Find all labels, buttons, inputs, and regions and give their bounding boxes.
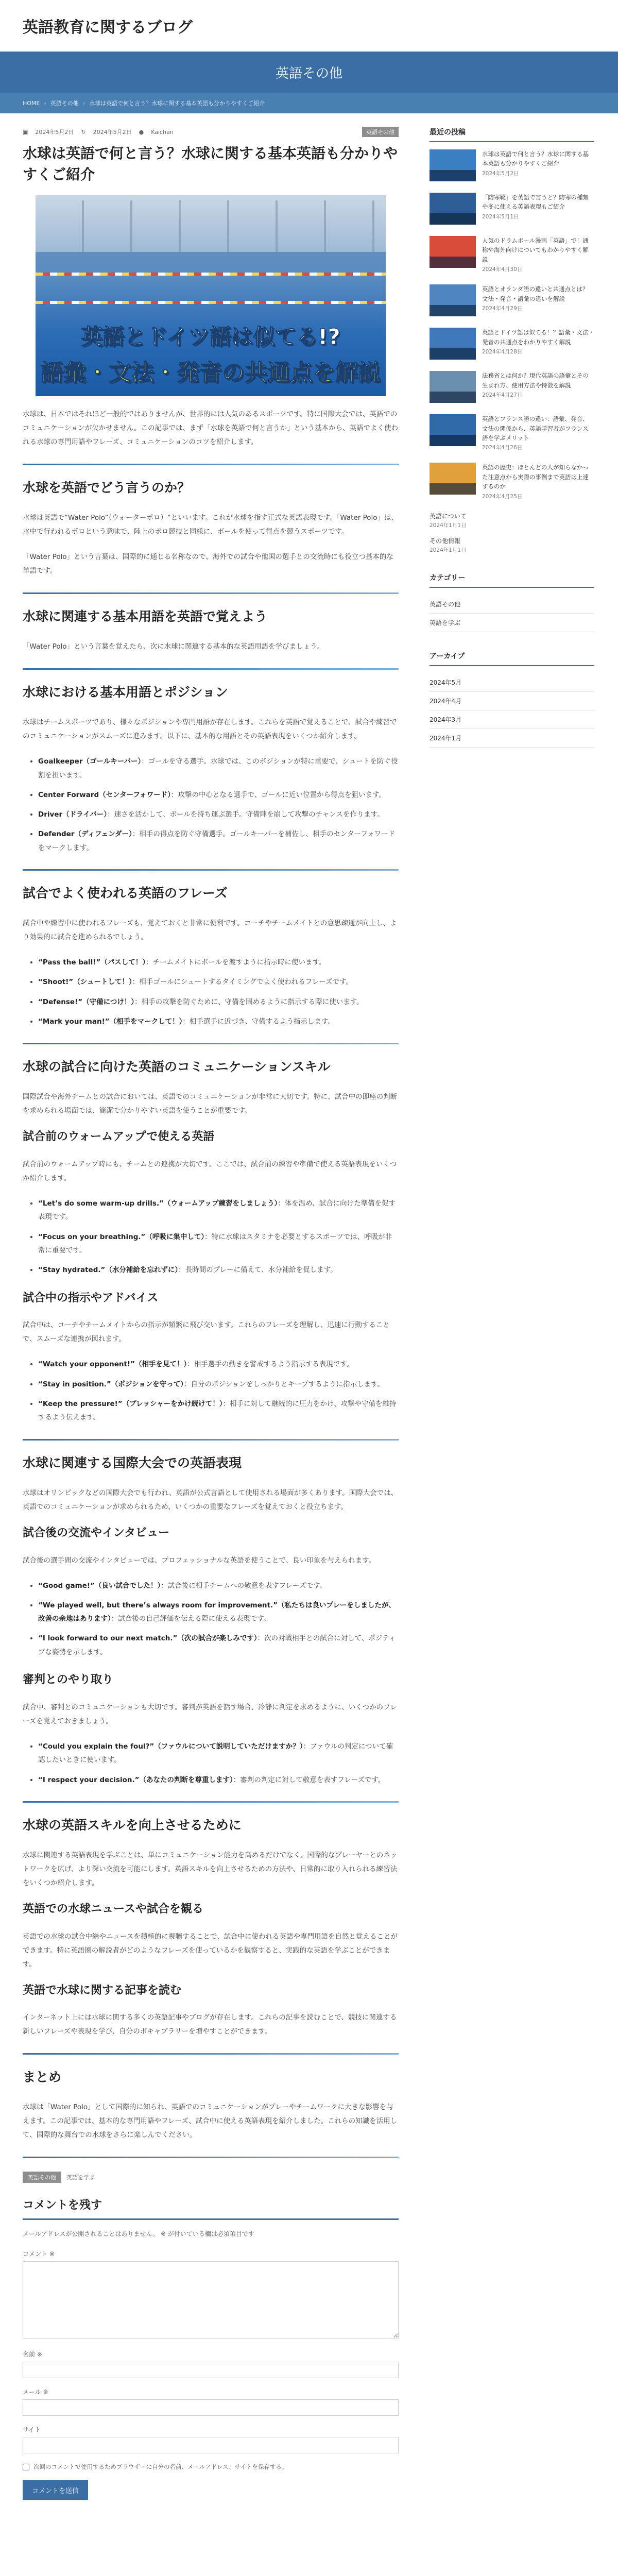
list-item-term: Driver（ドライバー） [38,810,108,819]
name-input[interactable] [23,2362,399,2378]
section-divider [23,668,399,670]
list-item-term: “We played well, but there’s always room for improvement.”（私たちは良いプレーをしましたが、改善の余地はあります） [38,1601,396,1623]
list-item-text: ：相手ゴールにシュートするタイミングでよく使われるフレーズです。 [132,978,353,987]
list-item [38,1015,399,1028]
list-item [38,1773,399,1787]
recent-post-thumbnail[interactable] [430,371,476,403]
cookie-consent [23,2463,399,2471]
section-heading: 水球に関連する基本用語を英語で覚えよう [23,609,268,624]
list-item-term: “Stay hydrated.”（水分補給を忘れずに） [38,1266,179,1275]
list-item-text: ：ファウルの判定について確認したいときに使います。 [38,1742,393,1765]
list-item [38,1740,399,1767]
archive-item[interactable]: 2024年3月 [430,710,594,729]
recent-post-date: 2024年5月2日 [482,170,519,177]
banner-title: 英語その他 [275,65,342,81]
cookie-text: 次回のコメントで使用するためブラウザーに自分の名前、メールアドレス、サイトを保存する。 [33,2463,288,2471]
recent-post-item[interactable] [430,371,594,403]
recent-post-item[interactable] [430,328,594,360]
recent-post-date: 2024年4月25日 [482,493,523,500]
calendar-icon: ▣ [23,128,28,135]
recent-post-title[interactable]: 水球は英語で何と言う？水球に関する基本英語も分かりやすくご紹介 [482,150,589,167]
term-list [38,1740,399,1787]
list-item-term: “I respect your decision.”（あなたの判断を尊重します） [38,1775,233,1784]
list-item [38,1579,399,1592]
comment-title: コメントを残す [23,2196,399,2220]
list-item-term: “Focus on your breathing.”（呼吸に集中して） [38,1232,205,1241]
recent-post-item[interactable] [430,463,594,500]
recent-post-title[interactable]: 人気のドラムボール漫画「英語」で！通称や海外向けについてもわかりやすく解説 [482,237,589,263]
email-label: メール ※ [23,2388,48,2396]
list-item-text: ：審判の判定に対して敬意を表すフレーズです。 [233,1775,385,1784]
list-item [38,827,399,855]
list-item-term: Goalkeeper（ゴールキーパー） [38,757,142,766]
list-item-text: ：攻撃の中心となる選手で、ゴールに近い位置から得点を狙います。 [171,790,386,799]
recent-post-thumbnail[interactable] [430,284,476,316]
section-divider [23,592,399,594]
tag-category[interactable]: 英語その他 [23,2172,61,2183]
section-heading: 水球の試合に向けた英語のコミュニケーションスキル [23,1059,331,1075]
archives-title: アーカイブ [430,651,594,666]
section-divider [23,1439,399,1440]
section-divider [23,1801,399,1803]
list-item [38,975,399,989]
section-paragraph: 試合後の選手間の交流やインタビューでは、プロフェッショナルな英語を使うことで、良い印象を与えられます。 [23,1556,375,1565]
list-item [38,1632,399,1659]
recent-post-date: 2024年4月30日 [482,266,523,273]
category-item[interactable]: 英語を学ぶ [430,614,594,632]
submit-comment-button[interactable]: コメントを送信 [23,2480,88,2500]
list-item-text: ：特に水球はスタミナを必要とするスポーツでは、呼吸が非常に重要です。 [38,1232,392,1255]
about-date: 2024年1月1日 [430,522,467,529]
section-heading: まとめ [23,2070,62,2085]
post-tags [23,2172,399,2183]
recent-post-item[interactable] [430,149,594,181]
section-heading: 試合中の指示やアドバイス [23,1291,159,1304]
refresh-icon: ↻ [81,128,86,135]
recent-post-title[interactable]: 英語とフランス語の違い：語彙、発音、文法の関係から、英語学習者がフランス語を学ぶメリット [482,415,589,442]
section-heading: 試合でよく使われる英語のフレーズ [23,886,228,901]
site-header [0,0,618,52]
email-input[interactable] [23,2399,399,2416]
list-item-term: Defender（ディフェンダー） [38,830,132,839]
section-heading: 英語での水球ニュースや試合を観る [23,1902,203,1916]
recent-post-date: 2024年4月27日 [482,392,523,398]
section-divider [23,2157,399,2158]
list-item-term: “Keep the pressure!”（プレッシャーをかけ続けて！） [38,1400,223,1409]
archive-item[interactable]: 2024年5月 [430,673,594,692]
archive-item[interactable]: 2024年1月 [430,729,594,748]
other-info-date: 2024年1月1日 [430,547,467,553]
list-item-text: ：相手の攻撃を防ぐために、守備を固めるように指示する際に使います。 [134,997,364,1006]
recent-post-title[interactable]: 英語とオランダ語の違いと共通点とは？文法・発音・語彙の違いを解説 [482,285,589,302]
recent-post-date: 2024年4月26日 [482,445,523,451]
list-item-term: “I look forward to our next match.”（次の試合が楽しみです） [38,1634,258,1643]
term-list [38,956,399,1028]
breadcrumb-current: 水球は英語で何と言う？水球に関する基本英語も分かりやすくご紹介 [89,100,265,107]
recent-post-item[interactable] [430,236,594,273]
recent-post-date: 2024年4月29日 [482,305,523,312]
list-item-text: ：速さを活かして、ボールを持ち運ぶ選手。守備陣を崩して攻撃のチャンスを作ります。 [107,810,384,819]
categories-title: カテゴリー [430,572,594,588]
list-item-text: ：自分のポジションをしっかりとキープするように指示します。 [183,1380,385,1388]
list-item-text: ：次の対戦相手との試合に対して、ポジティブな姿勢を示します。 [38,1634,396,1656]
site-label: サイト [23,2426,41,2434]
list-item [38,995,399,1009]
post-title: 水球は英語で何と言う？水球に関する基本英語も分かりやすくご紹介 [23,145,398,183]
list-item-term: “Pass the ball!”（パスして！） [38,958,146,967]
section-paragraph: 水球に関連する英語表現を学ぶことは、単にコミュニケーション能力を高めるだけでなく、国際的なプレーヤーとのネットワークを広げ、より深い交流を可能にします。英語スキルを向上させるための方法や、日常的に取り入れられる練習法をいくつか紹介します。 [23,1851,398,1887]
list-item-term: “Shoot!”（シュートして！） [38,978,132,987]
section-heading: 水球における基本用語とポジション [23,685,228,700]
published-date: 2024年5月2日 [35,129,74,135]
recent-post-thumbnail[interactable] [430,236,476,268]
section-paragraph: 水球は英語で“Water Polo”（ウォーターポロ）“といいます。これが水球を指す正式な英語表現です。「Water Polo」は、水中で行われるポロという意味で、陸上のポロ競技と同様に、ボールを使って得点を競うスポーツです。 [23,514,399,536]
section-divider [23,464,399,465]
list-item-term: “Defense!”（守備につけ！） [38,997,135,1006]
recent-posts-title: 最近の投稿 [430,127,594,142]
author-name[interactable]: Kaichan [151,128,174,135]
about-link[interactable]: 英語について [430,512,467,520]
recent-post-title[interactable]: 英語の歴史：ほとんどの人が知らなかった注意点から実際の事例まで英語は上達するのか [482,464,589,490]
list-item-text: ：ゴールを守る選手。水球では、このポジションが特に重要で、シュートを防ぐ役割を担います。 [38,757,398,779]
list-item-text: ：試合後に相手チームへの敬意を表すフレーズです。 [161,1581,327,1590]
categories-widget [430,572,594,632]
section-paragraph: 「Water Polo」という言葉は、国際的に通じる名称なので、海外での試合や他国の選手との交流時にも役立つ基本的な単語です。 [23,553,393,575]
recent-post-date: 2024年4月28日 [482,348,523,355]
site-input[interactable] [23,2437,399,2453]
list-item [38,1230,399,1258]
section-heading: 水球の英語スキルを向上させるために [23,1817,242,1833]
term-list [38,1197,399,1277]
name-label: 名前 ※ [23,2351,42,2359]
sidebar [430,127,594,2500]
section-heading: 水球に関連する国際大会での英語表現 [23,1455,242,1470]
category-item[interactable]: 英語その他 [430,595,594,614]
recent-post-thumbnail[interactable] [430,149,476,181]
recent-post-date: 2024年5月1日 [482,213,519,220]
section-paragraph: 英語での水球の試合中継やニュースを積極的に視聴することで、試合中に使われる英語や専門用語を自然と覚えることができます。特に英語圏の解説者がどのようなフレーズを使っているかを観察すると、実践的な英語を学ぶことができます。 [23,1932,398,1969]
term-list [38,755,399,855]
article-body [23,464,399,2158]
list-item [38,1358,399,1371]
comment-label: コメント ※ [23,2250,55,2258]
list-item-text: ：体を温め、試合に向けた準備を促す表現です。 [38,1199,396,1222]
breadcrumb-separator: › [44,99,46,107]
section-heading: 審判とのやり取り [23,1673,114,1687]
section-paragraph: 試合中は、コーチやチームメイトからの指示が頻繁に飛び交います。これらのフレーズを理解し、迅速に行動することで、スムーズな連携が図れます。 [23,1321,390,1344]
list-item-text: ：相手に対して継続的に圧力をかけ、攻撃や守備を維持するよう伝えます。 [38,1400,397,1422]
term-list [38,1358,399,1424]
list-item [38,1263,399,1277]
breadcrumb-separator: › [82,99,85,107]
section-paragraph: 試合中や練習中に使われるフレーズも、覚えておくと非常に便利です。コーチやチームメイトとの意思疎通が向上し、より効果的に試合を進められるでしょう。 [23,919,397,942]
section-heading: 試合前のウォームアップで使える英語 [23,1130,215,1144]
updated-date: 2024年5月2日 [93,129,132,135]
section-paragraph: インターネット上には水球に関する多くの英語記事やブログが存在します。これらの記事を読むことで、競技に関連する新しいフレーズや表現を学び、自分のボキャブラリーを増やすことができます。 [23,2013,397,2036]
list-item [38,788,399,802]
list-item [38,755,399,782]
list-item [38,1197,399,1224]
section-paragraph: 試合前のウォームアップ時にも、チームとの連携が大切です。ここでは、試合前の練習や準備で使える英語表現をいくつか紹介します。 [23,1160,397,1183]
recent-post-title[interactable]: 英語とドイツ語は似てる！？語彙・文法・発音の共通点をわかりやすく解説 [482,329,594,346]
breadcrumb-home[interactable]: HOME [23,99,40,107]
list-item-term: “Watch your opponent!”（相手を見て！） [38,1360,187,1369]
list-item-term: “Stay in position.”（ポジションを守って） [38,1380,184,1388]
comment-form [23,2196,399,2500]
list-item-text: ：相手選手の動きを警戒するよう指示する表現です。 [187,1360,354,1369]
list-item-text: ：試合後の自己評価を伝える際に使える表現です。 [111,1615,271,1623]
category-banner [0,52,618,93]
intro-paragraph: 水球は、日本ではそれほど一般的ではありませんが、世界的には人気のあるスポーツです。特に国際大会では、英語でのコミュニケーションが欠かせません。この記事では、まず「水球を英語で何と言うか」という基本から、英語でよく使われる水球の専門用語やフレーズ、コミュニケーションのコツを紹介します。 [23,410,398,447]
list-item [38,808,399,821]
recent-post-thumbnail[interactable] [430,414,476,446]
section-divider [23,869,399,871]
tag-link[interactable]: 英語を学ぶ [66,2174,95,2181]
section-paragraph: 水球はチームスポーツであり、様々なポジションや専門用語が存在します。これらを英語で覚えることで、試合や練習でのコミュニケーションがスムーズに進みます。以下に、基本的な用語とその英語表現をいくつか紹介します。 [23,718,397,741]
section-heading: 水球を英語でどう言うのか？ [23,480,191,496]
section-divider [23,2053,399,2055]
section-paragraph: 水球はオリンピックなどの国際大会でも行われ、英語が公式言語として使用される場面が多くあります。国際大会では、英語でのコミュニケーションが求められるため、いくつかの重要なフレーズを覚えておくと役立ちます。 [23,1488,398,1511]
list-item-term: “Good game!”（良い試合でした！） [38,1581,161,1590]
category-badge[interactable]: 英語その他 [362,127,399,137]
recent-post-thumbnail[interactable] [430,328,476,360]
list-item [38,956,399,969]
hero-image [36,195,386,396]
recent-post-item[interactable] [430,193,594,225]
section-paragraph: 「Water Polo」という言葉を覚えたら、次に水球に関連する基本的な英語用語を学びましょう。 [23,642,324,651]
article [23,127,399,2500]
section-paragraph: 水球は「Water Polo」として国際的に知られ、英語でのコミュニケーションがプレーやチームワークに大きな影響を与えます。この記事では、基本的な専門用語やフレーズ、試合中に使える英語表現を紹介しました。これらの知識を活用して、国際的な舞台での水球をさらに楽しんでください。 [23,2103,398,2140]
list-item-text: ：長時間のプレーに備えて、水分補給を促します。 [178,1266,337,1275]
list-item-text: ：相手選手に近づき、守備するよう指示します。 [182,1018,335,1026]
archives-widget [430,651,594,748]
list-item-text: ：チームメイトにボールを渡すように指示時に使います。 [146,958,326,967]
hero-caption-line1: 英語とドイツ語は似てる!? [81,324,340,350]
list-item [38,1599,399,1626]
section-heading: 試合後の交流やインタビュー [23,1526,170,1539]
other-info-link[interactable]: その他情報 [430,537,461,545]
archive-item[interactable]: 2024年4月 [430,692,594,710]
cookie-checkbox[interactable] [23,2464,29,2470]
hero-caption-line2: 語彙・文法・発音の共通点を解説 [41,360,381,386]
recent-post-title[interactable]: 法務省とは何か？現代英語の語彙とその生まれ方、使用方法や特徴を解説 [482,372,589,389]
list-item-term: “Mark your man!”（相手をマークして！） [38,1018,183,1026]
recent-post-item[interactable] [430,284,594,316]
recent-post-item[interactable] [430,414,594,451]
section-paragraph: 国際試合や海外チームとの試合においては、英語でのコミュニケーションが非常に大切です。特に、試合中の即座の判断を求められる場面では、簡潔で分かりやすい英語を使うことが重要です。 [23,1093,398,1115]
list-item-term: Center Forward（センターフォワード） [38,790,171,799]
list-item-term: “Could you explain the foul?”（ファウルについて説明していただけますか？） [38,1742,303,1751]
comment-textarea[interactable] [23,2261,399,2338]
post-meta [23,127,399,137]
section-paragraph: 試合中、審判とのコミュニケーションも大切です。審判が英語を話す場合、冷静に判定を求めるように、いくつかのフレーズを覚えておきましょう。 [23,1703,397,1725]
term-list [38,1579,399,1659]
list-item [38,1378,399,1391]
breadcrumb-category[interactable]: 英語その他 [50,100,79,107]
site-title[interactable]: 英語教育に関するブログ [23,19,193,37]
recent-posts [430,127,594,554]
user-icon: ● [139,128,144,135]
section-divider [23,1043,399,1044]
recent-post-title[interactable]: 「防寒靴」を英語で言うと？防寒の種類や冬に使える英語表現もご紹介 [482,194,589,211]
recent-post-thumbnail[interactable] [430,463,476,495]
recent-post-thumbnail[interactable] [430,193,476,225]
list-item-term: “Let’s do some warm-up drills.”（ウォームアップ練習をしましょう） [38,1199,278,1208]
list-item [38,1397,399,1425]
breadcrumb [0,93,618,113]
section-heading: 英語で水球に関する記事を読む [23,1984,182,1997]
comment-note: メールアドレスが公開されることはありません。 ※ が付いている欄は必須項目です [23,2230,254,2238]
list-item-text: ：相手の得点を防ぐ守備選手。ゴールキーパーを補佐し、相手のセンターフォワードをマークします。 [38,830,396,852]
